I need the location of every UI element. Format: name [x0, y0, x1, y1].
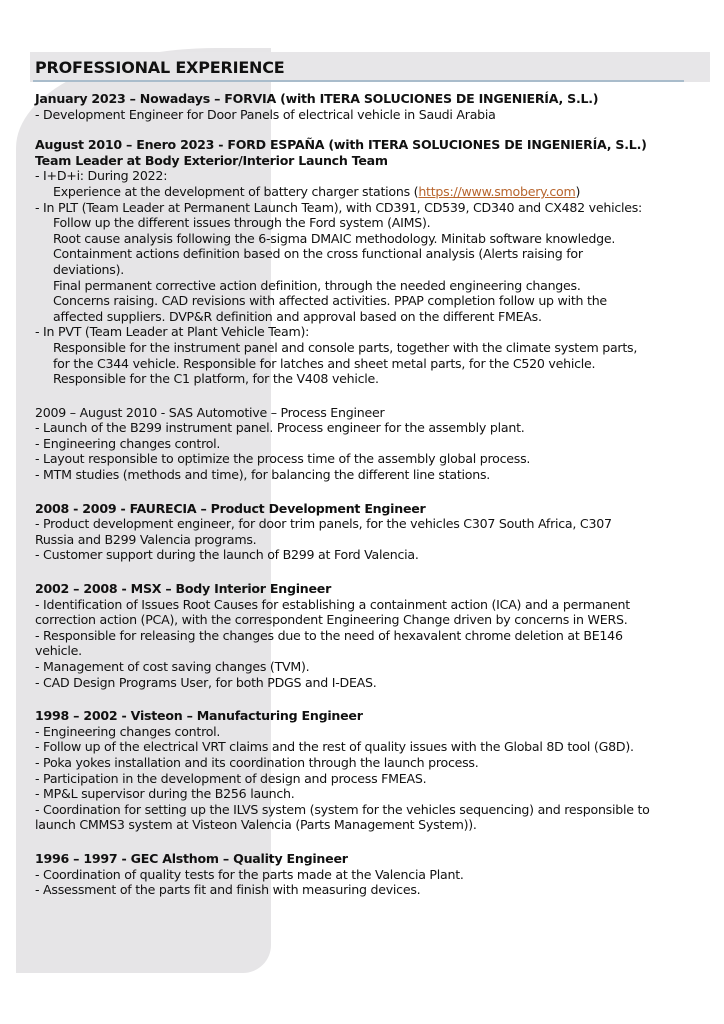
smobery-link[interactable]: https://www.smobery.com — [418, 183, 576, 199]
job-line: correction action (PCA), with the correspondent Engineering Change driven by concerns in WERS. — [35, 612, 628, 628]
job-subtitle: Team Leader at Body Exterior/Interior Launch Team — [35, 152, 388, 168]
section-title: PROFESSIONAL EXPERIENCE — [35, 58, 285, 77]
plt-line: Final permanent corrective action definition, through the needed engineering changes. — [53, 277, 581, 293]
job-line: - Launch of the B299 instrument panel. Process engineer for the assembly plant. — [35, 420, 525, 436]
job-line: - Participation in the development of design and process FMEAS. — [35, 770, 427, 786]
idi-text-after: ) — [575, 183, 581, 199]
job-line: - Engineering changes control. — [35, 723, 221, 739]
pvt-line: for the C344 vehicle. Responsible for latches and sheet metal parts, for the C520 vehicle. — [53, 355, 596, 371]
job-entry-visteon — [35, 708, 695, 833]
job-entry-ford — [35, 137, 695, 387]
job-entry-sas — [35, 405, 695, 483]
job-line: - Product development engineer, for door trim panels, for the vehicles C307 South Africa, C307 — [35, 516, 612, 532]
job-title: 2009 – August 2010 - SAS Automotive – Process Engineer — [35, 404, 385, 420]
job-line: Russia and B299 Valencia programs. — [35, 531, 257, 547]
plt-line: Concerns raising. CAD revisions with affected activities. PPAP completion follow up with the — [53, 293, 607, 309]
job-line: - CAD Design Programs User, for both PDGS and I-DEAS. — [35, 674, 377, 690]
job-line: - Coordination for setting up the ILVS system (system for the vehicles sequencing) and responsible to — [35, 801, 650, 817]
job-line: - Follow up of the electrical VRT claims and the rest of quality issues with the Global 8D tool (G8D). — [35, 739, 634, 755]
pvt-line: Responsible for the C1 platform, for the V408 vehicle. — [53, 371, 379, 387]
job-title: August 2010 – Enero 2023 - FORD ESPAÑA (with ITERA SOLUCIONES DE INGENIERÍA, S.L.) — [35, 137, 647, 153]
plt-line: Follow up the different issues through the Ford system (AIMS). — [53, 215, 431, 231]
idi-text — [35, 184, 695, 200]
job-line: - Engineering changes control. — [35, 435, 221, 451]
job-entry-faurecia — [35, 501, 695, 563]
plt-line: affected suppliers. DVP&R definition and approval based on the different FMEAs. — [53, 308, 542, 324]
job-line: - Layout responsible to optimize the process time of the assembly global process. — [35, 451, 531, 467]
job-title: 1998 – 2002 - Visteon – Manufacturing Engineer — [35, 708, 363, 724]
idi-text-before: Experience at the development of battery charger stations ( — [53, 183, 419, 199]
plt-line: deviations). — [53, 261, 125, 277]
job-line: - Coordination of quality tests for the parts made at the Valencia Plant. — [35, 866, 464, 882]
job-line: launch CMMS3 system at Visteon Valencia (Parts Management System)). — [35, 817, 477, 833]
job-line: - Identification of Issues Root Causes for establishing a containment action (ICA) and a permanent — [35, 596, 630, 612]
plt-line: Containment actions definition based on the cross functional analysis (Alerts raising for — [53, 246, 583, 262]
job-entry-forvia — [35, 91, 695, 122]
job-entry-gec-alsthom — [35, 851, 695, 898]
pvt-line: Responsible for the instrument panel and console parts, together with the climate system parts, — [53, 339, 638, 355]
job-title: January 2023 – Nowadays – FORVIA (with ITERA SOLUCIONES DE INGENIERÍA, S.L.) — [35, 91, 599, 106]
job-title: 2002 – 2008 - MSX – Body Interior Engineer — [35, 581, 332, 597]
job-line: - Development Engineer for Door Panels of electrical vehicle in Saudi Arabia — [35, 106, 496, 122]
job-title: 2008 - 2009 - FAURECIA – Product Development Engineer — [35, 500, 426, 516]
job-line: - Management of cost saving changes (TVM). — [35, 659, 310, 674]
job-line: - MTM studies (methods and time), for balancing the different line stations. — [35, 467, 491, 483]
plt-heading: - In PLT (Team Leader at Permanent Launch Team), with CD391, CD539, CD340 and CX482 vehicles: — [35, 199, 643, 215]
job-line: - Responsible for releasing the changes due to the need of hexavalent chrome deletion at BE146 — [35, 627, 623, 643]
idi-heading: - I+D+i: During 2022: — [35, 168, 168, 184]
job-line: - Customer support during the launch of B299 at Ford Valencia. — [35, 547, 419, 563]
pvt-heading: - In PVT (Team Leader at Plant Vehicle Team): — [35, 324, 310, 340]
plt-line: Root cause analysis following the 6-sigma DMAIC methodology. Minitab software knowledge. — [53, 230, 616, 246]
job-line: vehicle. — [35, 643, 82, 659]
job-line: - Assessment of the parts fit and finish with measuring devices. — [35, 882, 421, 898]
job-title: 1996 – 1997 - GEC Alsthom – Quality Engineer — [35, 850, 348, 866]
job-line: - Poka yokes installation and its coordination through the launch process. — [35, 754, 479, 770]
job-entry-msx — [35, 581, 695, 690]
experience-section — [35, 58, 695, 913]
job-line: - MP&L supervisor during the B256 launch. — [35, 786, 295, 802]
